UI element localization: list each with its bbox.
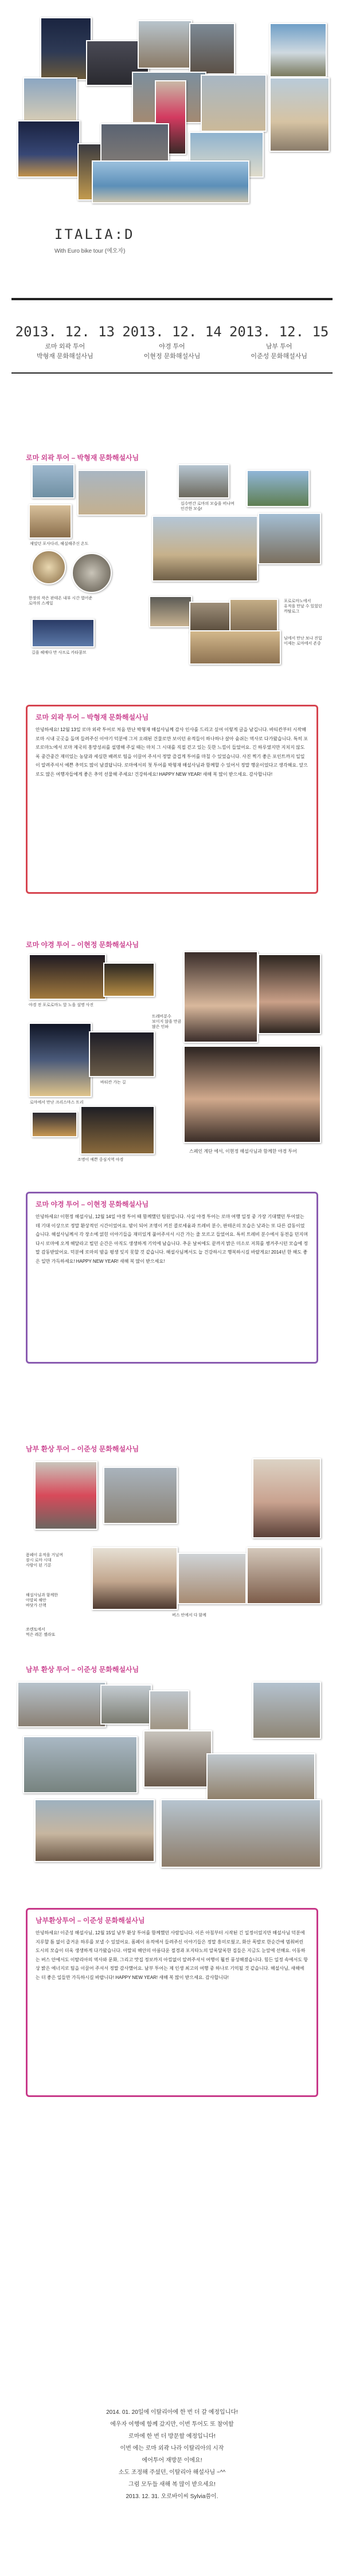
photo-s1-h [152,516,258,582]
letter-title: 남부환상투어 – 이준성 문화해설사님 [36,1917,145,1925]
photo-s3-b [103,1467,178,1524]
photo-s3-k [143,1730,212,1788]
footer-line: 에우자 여행에 함께 갔지만, 이번 투어도 또 참여할 [110,2421,234,2428]
date-desc-2: 이준성 문화해설사님 [251,352,308,360]
photo-s3-f [247,1547,321,1604]
photo-s3-d [92,1547,178,1610]
photo-s3-c [252,1458,321,1538]
photo-church [23,77,77,123]
letter-title: 로마 야경 투어 – 이현정 문화해설사님 [36,1200,149,1208]
footer-line: 로마에 한 번 더 방문할 예정입니다! [128,2433,216,2440]
photo-christmas-tree [40,17,92,80]
photo-s2-h [80,1106,155,1155]
date-item [11,324,119,361]
photo-s3-m [206,1753,315,1805]
letter-body: 안녕하세요! 이준성 해설사님, 12월 15일 남부 환상 투어를 함께했던 사람입니다. 이른 아침부터 시작된 긴 일정이었지만 해설사님 덕분에 지루할 틈 없이 즐거운 하루를 보낼 수 있었어요. 폼페이 유적에서 들려주신 이야기들은 정말 흥미로웠고, 화산 폭발로 한순간에 멈춰버린 도시의 모습이 더욱 생생하게 다가왔습니다. 아말피 해안의 아름다운 절경과 포지타노의 알록달록한 집들은 지금도 눈앞에 선해요. 이동하는 버스 안에서도 이탈리아의 역사와 문화, 그리고 맛집 정보까지 아낌없이 알려주셔서 여행이 훨씬 풍성해졌습니다. 힘든 일정 속에서도 항상 밝은 에너지로 팀을 이끌어 주셔서 정말 감사했어요. 남부 투어는 제 인생 최고의 여행 중 하나로 기억될 것 같습니다. 해설사님, 새해에는 더 좋은 일들만 가득하시길 바랍니다! HAPPY NEW YEAR! 새해 복 많이 받으세요. 감사합니다! [36,1930,308,1980]
photo-s1-n [189,630,281,665]
footer-line: 그럼 모두들 새해 복 많이 받으세요! [128,2481,216,2488]
photo-s1-e [29,504,72,539]
note-s2-6: 스페인 계단 에서, 이현정 해설사님과 함께한 야경 투어 [189,1149,297,1154]
note-s2-1: 야경 전 포로로마노 앞 노을 설명 사진 [29,1003,94,1007]
photo-s2-e [29,1023,92,1097]
section-heading-south-tour-2: 남부 환상 투어 – 이준성 문화해설사님 [26,1666,139,1674]
tour-dates [11,324,333,361]
photo-s1-m [229,599,278,633]
photo-s2-b [103,963,155,997]
note-s1-1: 재밌던 포사다리, 해설해주신 온도 [30,542,89,546]
date-desc-1: 로마 외곽 투어 [45,343,85,350]
photo-ruins [138,20,192,69]
photo-sea [92,160,249,203]
photo-s2-g [32,1112,77,1137]
note-s2-4: 로마에서 만난 크리스마스 트리 [30,1101,84,1105]
divider-dates [11,372,333,374]
photo-s1-j [32,619,95,647]
note-s1-6: 님에서 만난 보나 진입 이제는 로마에서 존중 [284,637,322,646]
photo-s3-e [178,1553,247,1604]
note-s2-3: 바티칸 가는 길 [100,1081,126,1085]
photo-s3-j [252,1682,321,1739]
section-heading-south-tour: 남부 환상 투어 – 이준성 문화해설사님 [26,1445,139,1453]
photo-s2-i [183,1046,321,1143]
footer-line: 이번 에는 로마 외곽 나라 이탈리아의 시작 [120,2445,224,2452]
photo-s2-c [183,951,258,1043]
photo-collage [0,0,344,223]
note-s2-2: 트레비분수 보이지 않을 만큼 많은 인파 [152,1015,182,1030]
footer-line: 2014. 01. 20일에 이탈리아에 한 번 더 갈 예정입니다! [106,2409,238,2416]
date-desc-1: 남부 투어 [265,343,292,350]
title-block [54,226,135,254]
date-item [119,324,226,361]
photo-s1-d [247,470,310,507]
letter-body: 안녕하세요! 12월 13일 로마 외곽 투어로 처음 만난 박형재 해설사님께 감사 인사를 드리고 싶어 이렇게 글을 남깁니다. 바티칸부터 시작해 로마 시내 곳곳을 돌며 들려주신 이야기 덕분에 그저 오래된 건물로만 보이던 유적들이 하나하나 살아 숨쉬는 역사로 다가왔습니다. 특히 포로로마노에서 로마 제국의 흥망성쇠를 설명해 주실 때는 마치 그 시대를 직접 걷고 있는 듯한 느낌이 들었어요. 긴 하루였지만 지치지 않도록 중간중간 재미있는 농담과 세심한 배려로 팀을 이끌어 주셔서 정말 즐겁게 투어를 마칠 수 있었습니다. 사진 찍기 좋은 포인트까지 일일이 알려주셔서 예쁜 추억도 많이 남겼답니다. 로마에서의 첫 투어를 박형재 해설사님과 함께할 수 있어서 정말 행운이었다고 생각해요. 앞으로도 많은 여행자들에게 좋은 추억 선물해 주세요! 건강하세요! HAPPY NEW YEAR! 새해 복 많이 받으세요. 감사합니다! [36,727,308,777]
note-s3-3: 쏘렌토에서 먹은 레몬 젤라또 [26,1628,56,1638]
photo-roman-wall [201,74,267,132]
letter-rome-outskirts [26,705,318,894]
photo-s3-n [34,1799,155,1862]
date-desc-1: 야경 투어 [159,343,185,350]
note-s2-5: 조명이 예쁜 중심지역 야경 [77,1158,124,1162]
photo-s1-a [32,464,75,498]
letter-south-tour [26,1908,318,2097]
photo-s3-h [100,1684,152,1725]
date-desc-2: 이현정 문화해설사님 [143,352,201,360]
photo-s1-g [72,553,112,593]
note-s1-5: 포로로마노에서 유적을 만날 수 있었던 까탈로그 [284,599,322,614]
photo-s2-f [89,1031,155,1077]
page-title: ITALIA:D [54,226,135,242]
letter-night-tour [26,1192,318,1364]
note-s1-4: 길을 헤매다 만 사프로 카타콤브 [32,651,87,655]
date-label: 2013. 12. 14 [122,324,222,340]
footer-line: 2013. 12. 31. 오로바이씨 Sylvia씀이. [126,2493,218,2500]
photo-s1-b [77,470,146,516]
note-s3-1: 폼페이 유적을 거닐며 잠시 로마 시대 사람이 된 기분 [26,1553,63,1568]
note-s1-2: 십수번간 로마의 모습을 떠나며 인간한 모습! [181,502,234,512]
note-s3-2: 해설사님과 함께한 아말피 해안 바닷가 산책 [26,1593,58,1608]
photo-s3-o [161,1799,321,1868]
photo-s3-a [34,1461,97,1530]
photo-s2-a [29,954,106,1000]
letter-body: 안녕하세요! 이현정 해설사님, 12월 14일 야경 투어 때 함께했던 팀원입니다. 사실 야경 투어는 로마 여행 일정 중 가장 기대했던 투어였는데 기대 이상으로 정말 환상적인 시간이었어요. 밤이 되어 조명이 켜진 콜로세움과 트레비 분수, 판테온의 모습은 낮과는 또 다른 감동이었습니다. 해설사님께서 각 장소에 얽힌 이야기들을 재미있게 풀어주셔서 시간 가는 줄 모르고 들었어요. 특히 트레비 분수에서 동전을 던지며 다시 로마에 오게 해달라고 빌던 순간은 아직도 생생하게 기억에 남습니다. 추운 날씨에도 끝까지 밝은 미소로 저희를 챙겨주시던 모습에 정말 감동받았어요. 덕분에 로마의 밤을 평생 잊지 못할 것 같습니다. 해설사님께서도 늘 건강하시고 행복하시길 바랄게요! 2014년 한 해도 좋은 일만 가득하세요! HAPPY NEW YEAR! 새해 복 많이 받으세요! [36,1214,308,1264]
page-subtitle: With Euro bike tour (에오자) [54,248,126,254]
date-desc-2: 박형재 문화해설사님 [36,352,93,360]
photo-s1-i [258,513,321,564]
divider-top [11,298,333,300]
note-s1-3: 한장의 작은 판테온 내부 시간 열어준 로마의 스케일 [29,596,93,606]
note-s3-4: 버스 안에서 다 함께 [172,1613,206,1617]
photo-s3-l [23,1736,138,1793]
photo-s1-l [189,602,232,633]
date-item [225,324,333,361]
photo-s1-f [32,550,66,584]
photo-s3-i [149,1690,189,1730]
photo-coast [269,23,327,77]
section-heading-night-tour: 로마 야경 투어 – 이현정 문화해설사님 [26,941,139,949]
date-label: 2013. 12. 15 [229,324,329,340]
footer-line: 에어투어 재방문 이에요! [142,2457,202,2464]
photo-night-city [17,120,80,178]
footer-line: 소도 조정해 주셨던, 이탈리아 해설사님 ~^^ [118,2469,226,2476]
photo-s1-k [149,596,192,627]
photo-s2-d [258,954,321,1034]
letter-title: 로마 외곽 투어 – 박형재 문화해설사님 [36,713,149,721]
section-heading-rome-outskirts: 로마 외곽 투어 – 박형재 문화해설사님 [26,454,139,462]
photo-coliseum [269,77,330,152]
photo-s1-c [178,464,229,498]
footer-message [0,2406,344,2503]
photo-street [189,23,235,74]
date-label: 2013. 12. 13 [15,324,115,340]
photo-s3-g [17,1682,106,1727]
